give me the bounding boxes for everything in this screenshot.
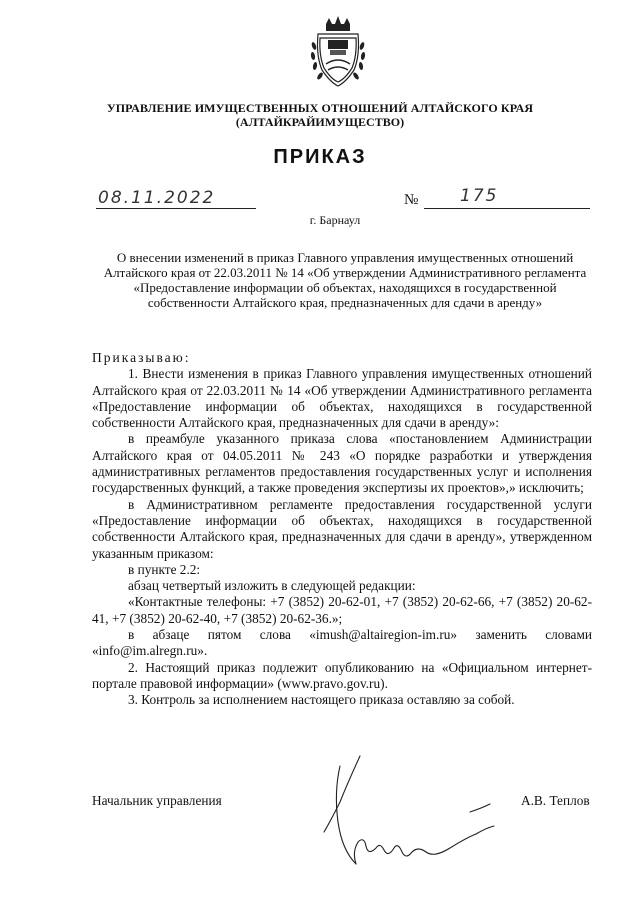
signatory-position: Начальник управления (92, 793, 222, 808)
coat-of-arms-emblem (306, 16, 370, 88)
document-body (92, 350, 592, 709)
organization-short-name: (АЛТАЙКРАЙИМУЩЕСТВО) (235, 115, 405, 129)
paragraph-3: 3. Контроль за исполнением настоящего приказа оставляю за собой. (128, 692, 515, 708)
document-date: 08.11.2022 (98, 188, 216, 208)
signatory-name: А.В. Теплов (521, 793, 590, 808)
paragraph-phones: «Контактные телефоны: +7 (3852) 20-62-01, +7 (3852) 20-62-66, +7 (3852) 20-62-41, +7 (3852) 20-62-40, +7 (3852) 20-62-36.»; (92, 594, 592, 626)
number-label: № (404, 192, 419, 208)
paragraph-email: в абзаце пятом слова «imush@altairegion-im.ru» заменить словами «info@im.alregn.ru». (92, 627, 592, 659)
handwritten-signature (300, 752, 510, 872)
number-underline (424, 208, 590, 209)
paragraph-regulation: в Административном регламенте предоставления государственной услуги «Предоставление информации об объектах, находящихся в государственной собственности Алтайского края, предназначенных для сдачи в аренду», утвержденном указанным приказом: (92, 496, 592, 561)
paragraph-abzac: абзац четвертый изложить в следующей редакции: (128, 578, 416, 594)
city-line (0, 213, 640, 228)
city-name: г. Барнаул (309, 213, 361, 227)
organization-name: УПРАВЛЕНИЕ ИМУЩЕСТВЕННЫХ ОТНОШЕНИЙ АЛТАЙСКОГО КРАЯ (106, 101, 534, 115)
paragraph-1: 1. Внести изменения в приказ Главного управления имущественных отношений Алтайского края от 22.03.2011 № 14 «Об утверждении Административного регламента «Предоставление информации об объектах, находящихся в государственной собственности Алтайского края, предназначенных для сдачи в аренду»: (92, 366, 592, 431)
order-opening: Приказываю: (92, 350, 191, 365)
paragraph-clause: в пункте 2.2: (128, 561, 201, 577)
document-type-title: ПРИКАЗ (273, 146, 367, 168)
paragraph-2: 2. Настоящий приказ подлежит опубликованию на «Официальном интернет-портале правовой информации» (www.pravo.gov.ru). (92, 659, 592, 691)
document-subject: О внесении изменений в приказ Главного управления имущественных отношений Алтайского края от 22.03.2011 № 14 «Об утверждении Административного регламента «Предоставление информации об объектах, находящихся в государственной собственности Алтайского края, предназначенных для сдачи в аренду» (103, 250, 587, 310)
date-underline (96, 208, 256, 209)
document-number: 175 (460, 186, 499, 206)
paragraph-preamble: в преамбуле указанного приказа слова «постановлением Администрации Алтайского края от 04.05.2011 № 243 «О порядке разработки и утверждения административных регламентов предоставления государственных услуг и исполнения государственных функций, а также проведения экспертизы их проектов»,» исключить; (92, 431, 592, 496)
